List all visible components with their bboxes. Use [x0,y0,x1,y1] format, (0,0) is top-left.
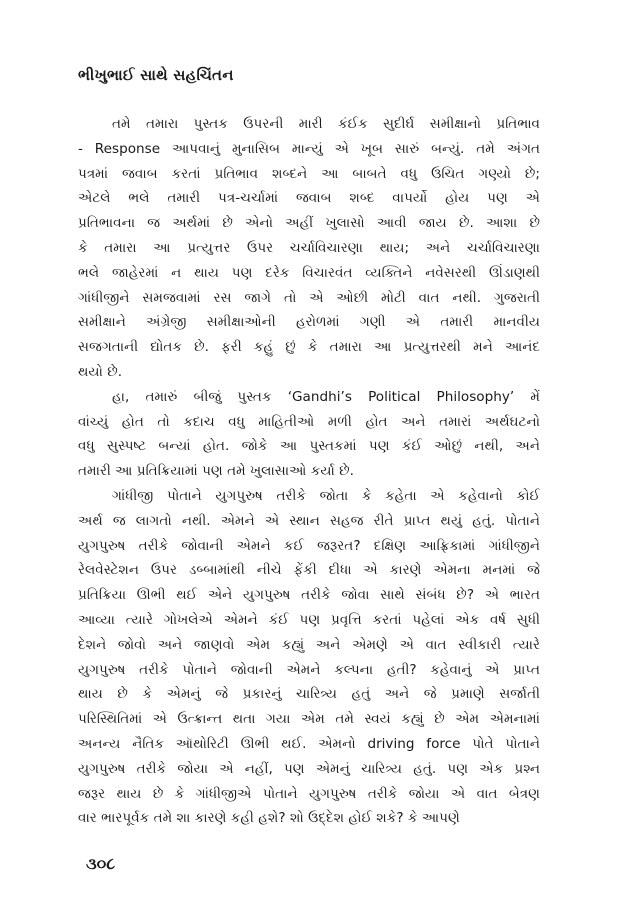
text-line: તમારી આ પ્રતિક્રિયામાં પણ તમે ખુલાસાઓ કર્યા છે. [78,463,354,480]
text-line: યુગપુરુષ તરીકે જોવાની એમને કઈ જરૂરત? દક્ષિણ આફ્રિકામાં ગાંધીજીને [78,537,540,554]
page-number: ૩૦૮ [86,854,116,873]
text-line: પત્રમાં જવાબ કરતાં પ્રતિભાવ શબ્દને આ બાબતે વધુ ઉચિત ગણ્યો છે; [78,165,540,182]
text-line: થાય છે કે એમનું જે પ્રકારનું ચારિત્ર્ય હતું અને જે પ્રમાણે સર્જાતી [78,686,540,703]
text-line: સમીક્ષાને અંગ્રેજી સમીક્ષાઓની હરોળમાં ગણી એ તમારી માનવીય [78,314,540,331]
text-line: દેશને જોવો અને જાણવો એમ કહ્યું અને એમણે એ વાત સ્વીકારી ત્યારે [78,636,540,653]
text-line: સજગતાની દ્યોતક છે. ફરી કહું છું કે તમારા આ પ્રત્યુત્તરથી મને આનંદ [78,339,540,356]
text-line: રેલવેસ્ટેશન ઉપર ડબ્બામાંથી નીચે ફેંકી દીધા એ કારણે એમના મનમાં જે [78,562,540,579]
page-body [78,112,540,831]
text-line: - Response આપવાનું મુનાસિબ માન્યું એ ખૂબ સારું બન્યું. તમે અંગત [78,140,540,157]
text-line: પરિસ્થિતિમાં એ ઉત્ક્રાન્ત થતા ગયા એમ તમે સ્વયં કહ્યું છે એમ એમનામાં [78,711,540,728]
text-line: વાર ભારપૂર્વક તમે શા કારણે કહી હશે? શો ઉદ્દેશ હોઈ શકે? કે આપણે [78,810,460,827]
text-line: આવ્યા ત્યારે ગોખલેએ એમને કંઈ પણ પ્રવૃત્તિ કરતાં પહેલાં એક વર્ષ સુધી [78,611,540,628]
text-line: પ્રતિક્રિયા ઊભી થઈ એને યુગપુરુષ તરીકે જોવા સાથે સંબંધ છે? એ ભારત [78,587,540,604]
text-line: પ્રતિભાવના જ અર્થમાં છે એનો અહીં ખુલાસો આવી જાય છે. આશા છે [78,215,540,232]
text-line: ભલે જાહેરમાં ન થાય પણ દરેક વિચારવંત વ્યક્તિને નવેસરથી ઊંડાણથી [78,264,540,281]
text-line: વધુ સુસ્પષ્ટ બન્યાં હોત. જોકે આ પુસ્તકમાં પણ કંઈ ઓછું નથી, અને [78,438,540,455]
text-line: કે તમારા આ પ્રત્યુત્તર ઉપર ચર્ચાવિચારણા થાય; અને ચર્ચાવિચારણા [78,239,540,256]
text-line: અર્થ જ લાગતો નથી. એમને એ સ્થાન સહજ રીતે પ્રાપ્ત થયું હતું. પોતાને [78,512,540,529]
text-line: થયો છે. [78,363,123,380]
text-line: વાંચ્યું હોત તો કદાચ વધુ માહિતીઓ મળી હોત અને તમારાં અર્થઘટનો [78,413,540,430]
text-line: જરૂર થાય છે કે ગાંધીજીએ પોતાને યુગપુરુષ તરીકે જોયા એ વાત બેત્રણ [78,785,540,802]
running-header: ભીખુભાઈ સાથે સહચિંતન [78,66,234,84]
text-line: એટલે ભલે તમારી પત્ર-ચર્ચામાં જવાબ શબ્દ વાપર્યો હોય પણ એ [78,190,540,207]
text-line: અનન્ય નૈતિક ઑથોરિટી ઊભી થઈ. એમનો driving force પોતે પોતાને [78,735,540,752]
text-line: હા, તમારું બીજું પુસ્તક ‘Gandhi’s Political Philosophy’ મેં [112,388,540,405]
text-line: યુગપુરુષ તરીકે પોતાને જોવાની એમને કલ્પના હતી? કહેવાનું એ પ્રાપ્ત [78,661,540,678]
text-line: ગાંધીજી પોતાને યુગપુરુષ તરીકે જોતા કે કહેતા એ કહેવાનો કોઈ [112,487,540,504]
text-line: તમે તમારા પુસ્તક ઉપરની મારી કંઈક સુદીર્ઘ સમીક્ષાનો પ્રતિભાવ [112,116,540,132]
text-line: યુગપુરુષ તરીકે જોયા એ નહીં, પણ એમનું ચારિત્ર્ય હતું. પણ એક પ્રશ્ન [78,760,540,777]
text-line: ગાંધીજીને સમજવામાં રસ જાગે તો એ ઓછી મોટી વાત નથી. ગુજરાતી [78,289,540,306]
